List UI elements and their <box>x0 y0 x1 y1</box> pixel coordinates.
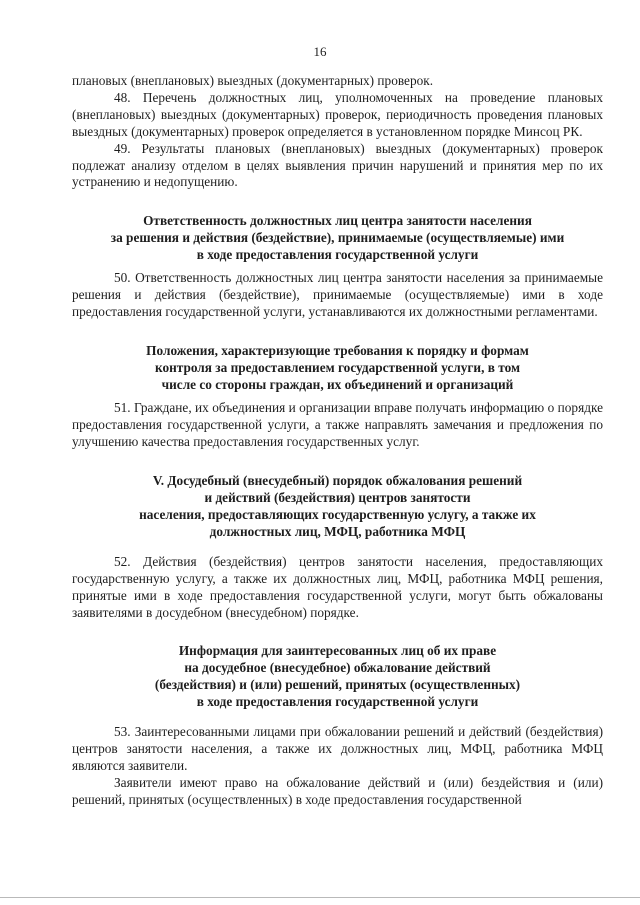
paragraph-53: 53. Заинтересованными лицами при обжаловании решений и действий (бездействия) центров занятости населения, а также их должностных лиц, МФЦ, работника МФЦ являются заявители. <box>72 724 603 774</box>
heading-line: должностных лиц, МФЦ, работника МФЦ <box>209 523 466 539</box>
heading-line: (бездействия) и (или) решений, принятых (осуществленных) <box>154 677 521 693</box>
paragraph-51: 51. Граждане, их объединения и организации вправе получать информацию о порядке предоставления государственной услуги, а также направлять замечания и предложения по улучшению качества предоставления государственных услуг. <box>72 400 603 449</box>
paragraph-continuation: плановых (внеплановых) выездных (документарных) проверок. <box>72 73 434 88</box>
heading-line: населения, предоставляющих государственную услугу, а также их <box>139 506 536 522</box>
heading-line: Положения, характеризующие требования к порядку и формам <box>146 343 529 359</box>
paragraph-52: 52. Действия (бездействия) центров занятости населения, предоставляющих государственную услугу, а также их должностных лиц, МФЦ, работника МФЦ решения, принятые ими в ходе предоставления государственной услуги, могут быть обжалованы заявителями в досудебном (внесудебном) порядке. <box>72 553 603 620</box>
section-heading-appeal-rights-info <box>72 642 603 710</box>
paragraph-50: 50. Ответственность должностных лиц центра занятости населения за принимаемые решения и действия (бездействие), принимаемые (осуществляемые) ими в ходе предоставления государственной услуги, устанавливаются их должностными регламентами. <box>72 270 603 320</box>
section-heading-control-requirements <box>72 342 603 393</box>
section-heading-appeal-procedure <box>72 472 603 540</box>
paragraph-49: 49. Результаты плановых (внеплановых) выездных (документарных) проверок подлежат анализу отделом в целях выявления причин нарушений и принятия мер по их устранению и недопущению. <box>72 140 603 190</box>
heading-line: числе со стороны граждан, их объединений и организаций <box>161 377 514 393</box>
page-number: 16 <box>313 44 327 59</box>
heading-line: за решения и действия (бездействие), принимаемые (осуществляемые) ими <box>110 230 565 246</box>
paragraph-applicants-rights: Заявители имеют право на обжалование действий и (или) бездействия и (или) решений, принятых (осуществленных) в ходе предоставления государственной <box>72 775 603 808</box>
section-heading-responsibility <box>72 212 603 263</box>
paragraph-48: 48. Перечень должностных лиц, уполномоченных на проведение плановых (внеплановых) выездных (документарных) проверок, периодичность проведения плановых выездных (документарных) проверок определяется в установленном порядке Минсоц РК. <box>72 89 603 139</box>
heading-line: в ходе предоставления государственной услуги <box>196 247 479 263</box>
heading-line: контроля за предоставлением государственной услуги, в том <box>154 360 521 376</box>
heading-line: и действий (бездействия) центров занятости <box>204 489 471 505</box>
heading-line: Ответственность должностных лиц центра занятости населения <box>143 213 532 229</box>
document-body <box>72 73 603 809</box>
heading-line: Информация для заинтересованных лиц об их праве <box>178 643 497 659</box>
heading-line: на досудебное (внесудебное) обжалование действий <box>184 660 491 676</box>
page-bottom-edge <box>0 897 640 898</box>
heading-line: V. Досудебный (внесудебный) порядок обжалования решений <box>152 472 523 488</box>
heading-line: в ходе предоставления государственной услуги <box>196 694 479 710</box>
